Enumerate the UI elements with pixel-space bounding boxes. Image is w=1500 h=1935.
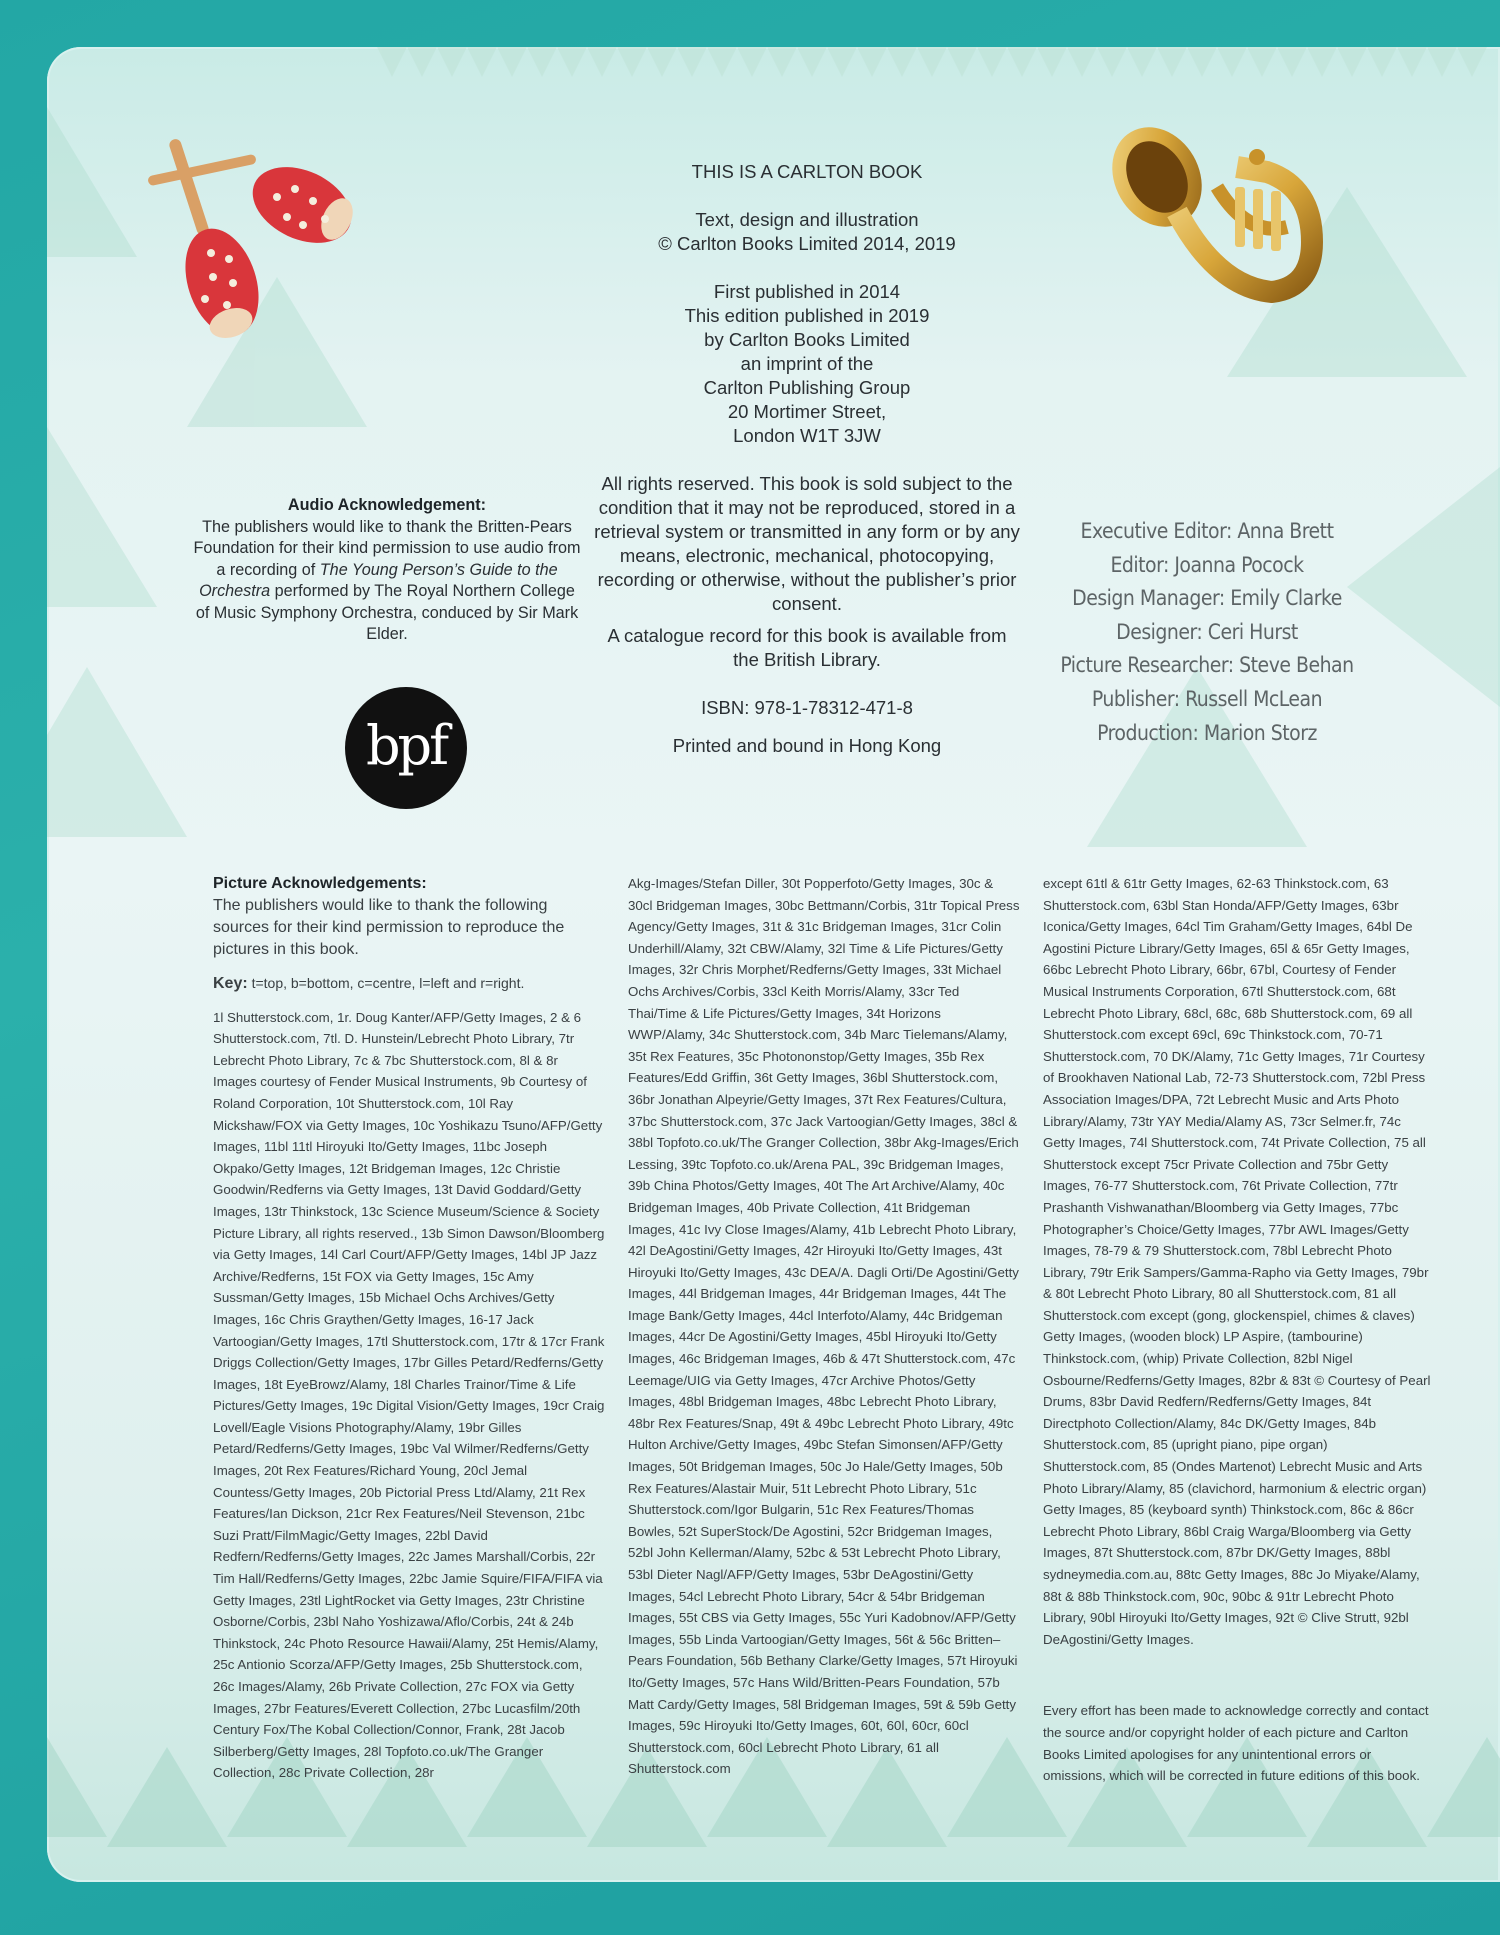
picture-credits-column-1 bbox=[213, 873, 605, 1784]
audio-work-title: The Young Person’s Guide to the Orchestra bbox=[199, 560, 558, 600]
publication-line: 20 Mortimer Street, bbox=[727, 401, 887, 422]
publication-line: Carlton Publishing Group bbox=[703, 377, 911, 398]
publication-line: an imprint of the bbox=[740, 353, 874, 374]
bpf-logo: bpf bbox=[345, 687, 467, 809]
audio-text-start: The publishers would like to thank the Britten-Pears Foundation for their kind permission to use audio from a recording of bbox=[193, 517, 581, 579]
credit-line: Editor: Joanna Pocock bbox=[1110, 552, 1304, 577]
key-text: t=top, b=bottom, c=centre, l=left and r=right. bbox=[247, 975, 525, 991]
maracas-image bbox=[127, 127, 357, 347]
picture-credits-text: Akg-Images/Stefan Diller, 30t Popperfoto/Getty Images, 30c & 30cl Bridgeman Images, 30bc Bettmann/Corbis, 31tr Topical Press Agency/Getty Images, 31t & 31c Bridgeman Images, 31cr Colin Underhill/Alamy, 32t CBW/Alamy, 32l Time & Life Pictures/Getty Images, 32r Chris Morphet/Redferns/Getty Images, 33t Michael Ochs Archives/Corbis, 33cl Keith Morris/Alamy, 33cr Ted Thai/Time & Life Pictures/Getty Images, 34t Horizons WWP/Alamy, 34c Shutterstock.com, 34b Marc Tielemans/Alamy, 35t Rex Features, 35c Photononstop/Getty Images, 35b Rex Features/Edd Griffin, 36t Getty Images, 36bl Shutterstock.com, 36br Jonathan Alpeyrie/Getty Images, 37t Rex Features/Cultura, 37bc Shutterstock.com, 37c Jack Vartoogian/Getty Images, 38cl & 38bl Topfoto.co.uk/The Granger Collection, 38br Akg-Images/Erich Lessing, 39tc Topfoto.co.uk/Arena PAL, 39c Bridgeman Images, 39b China Photos/Getty Images, 40t The Art Archive/Alamy, 40c Bridgeman Images, 40b Private Collection, 41t Bridgeman Images, 41c Ivy Close Images/Alamy, 41b Lebrecht Photo Library, 42l DeAgostini/Getty Images, 42r Hiroyuki Ito/Getty Images, 43t Hiroyuki Ito/Getty Images, 43c DEA/A. Dagli Orti/De Agostini/Getty Images, 44l Bridgeman Images, 44r Bridgeman Images, 44t The Image Bank/Getty Images, 44cl Interfoto/Alamy, 44c Bridgeman Images, 44cr De Agostini/Getty Images, 45bl Hiroyuki Ito/Getty Images, 46c Bridgeman Images, 46b & 47t Shutterstock.com, 47c Leemage/UIG via Getty Images, 47cr Archive Photos/Getty Images, 48bl Bridgeman Images, 48bc Lebrecht Photo Library, 48br Rex Features/Snap, 49t & 49bc Lebrecht Photo Library, 49tc Hulton Archive/Getty Images, 49bc Stefan Simonsen/AFP/Getty Images, 50t Bridgeman Images, 50c Jo Hale/Getty Images, 50b Rex Features/Alastair Muir, 51t Lebrecht Photo Library, 51c Shutterstock.com/Igor Bulgarin, 51c Rex Features/Thomas Bowles, 52t SuperStock/De Agostini, 52cr Bridgeman Images, 52bl John Kellerman/Alamy, 52bc & 53t Lebrecht Photo Library, 53bl Dieter Nagl/AFP/Getty Images, 53br DeAgostini/Getty Images, 54cl Lebrecht Photo Library, 54cr & 54br Bridgeman Images, 55t CBS via Getty Images, 55c Yuri Kadobnov/AFP/Getty Images, 55b Linda Vartoogian/Getty Images, 56t & 56c Britten–Pears Foundation, 56b Bethany Clarke/Getty Images, 57t Hiroyuki Ito/Getty Images, 57c Hans Wild/Britten-Pears Foundation, 57b Matt Cardy/Getty Images, 58l Bridgeman Images, 59t & 59b Getty Images, 59c Hiroyuki Ito/Getty Images, 60t, 60l, 60cr, 60cl Shutterstock.com, 60cl Lebrecht Photo Library, 61 all Shutterstock.com bbox=[628, 876, 1020, 1777]
key-legend bbox=[213, 973, 605, 995]
publication-line: This edition published in 2019 bbox=[684, 305, 930, 326]
picture-credits-column-3 bbox=[1043, 873, 1435, 1787]
credit-line: Picture Researcher: Steve Behan bbox=[1060, 653, 1354, 678]
credit-line: Executive Editor: Anna Brett bbox=[1080, 519, 1334, 543]
picture-credits-column-2 bbox=[628, 873, 1020, 1780]
catalogue-statement: A catalogue record for this book is available from the British Library. bbox=[607, 625, 1007, 670]
printed-statement: Printed and bound in Hong Kong bbox=[672, 735, 942, 756]
publication-line: by Carlton Books Limited bbox=[704, 329, 910, 350]
publication-line: First published in 2014 bbox=[713, 281, 901, 302]
picture-ack-intro: The publishers would like to thank the following sources for their kind permission to reproduce the pictures in this book. bbox=[213, 897, 565, 958]
rights-statement: All rights reserved. This book is sold subject to the condition that it may not be reproduced, stored in a retrieval system or transmitted in any form or by any means, electronic, mechanical, photocopying, recording or otherwise, without the publisher’s prior consent. bbox=[594, 473, 1020, 614]
audio-text-end: performed by The Royal Northern College of Music Symphony Orchestra, conduced by Sir Mark Elder. bbox=[195, 582, 579, 643]
credit-line: Design Manager: Emily Clarke bbox=[1072, 586, 1342, 611]
audio-heading: Audio Acknowledgement: bbox=[287, 496, 487, 514]
tuba-image bbox=[1097, 117, 1347, 317]
picture-ack-heading: Picture Acknowledgements: bbox=[213, 875, 427, 892]
isbn: ISBN: 978-1-78312-471-8 bbox=[701, 697, 913, 718]
acknowledgement-disclaimer: Every effort has been made to acknowledge correctly and contact the source and/or copyright holder of each picture and Carlton Books Limited apologises for any unintentional errors or omissions, which will be corrected in future editions of this book. bbox=[1043, 1703, 1429, 1784]
picture-credits-text: except 61tl & 61tr Getty Images, 62-63 Thinkstock.com, 63 Shutterstock.com, 63bl Stan Honda/AFP/Getty Images, 63br Iconica/Getty Images, 64cl Tim Graham/Getty Images, 64bl De Agostini Picture Library/Getty Images, 65l & 65r Getty Images, 66bc Lebrecht Photo Library, 66br, 67bl, Courtesy of Fender Musical Instruments Corporation, 67tl Shutterstock.com, 68t Lebrecht Photo Library, 68cl, 68c, 68b Shutterstock.com, 69 all Shutterstock.com except 69cl, 69c Thinkstock.com, 70-71 Shutterstock.com, 70 DK/Alamy, 71c Getty Images, 71r Courtesy of Brookhaven National Lab, 72-73 Shutterstock.com, 72bl Press Association Images/DPA, 72t Lebrecht Music and Arts Photo Library/Alamy, 73tr YAY Media/Alamy AS, 73cr Selmer.fr, 74c Getty Images, 74l Shutterstock.com, 74t Private Collection, 75 all Shutterstock except 75cr Private Collection and 75br Getty Images, 76-77 Shutterstock.com, 76t Private Collection, 77tr Prashanth Vishwanathan/Bloomberg via Getty Images, 77bc Photographer’s Choice/Getty Images, 77br AWL Images/Getty Images, 78-79 & 79 Shutterstock.com, 78bl Lebrecht Photo Library, 79tr Erik Sampers/Gamma-Rapho via Getty Images, 79br & 80t Lebrecht Photo Library, 80 all Shutterstock.com, 81 all Shutterstock.com except (gong, glockenspiel, chimes & claves) Getty Images, (wooden block) LP Aspire, (tambourine) Thinkstock.com, (whip) Private Collection, 82bl Nigel Osbourne/Redferns/Getty Images, 82br & 83t © Courtesy of Pearl Drums, 83br David Redfern/Redferns/Getty Images, 84t Directphoto Collection/Alamy, 84c DK/Getty Images, 84b Shutterstock.com, 85 (upright piano, pipe organ) Shutterstock.com, 85 (Ondes Martenot) Lebrecht Music and Arts Photo Library/Alamy, 85 (clavichord, harmonium & electric organ) Getty Images, 85 (keyboard synth) Thinkstock.com, 86c & 86cr Lebrecht Photo Library, 86bl Craig Warga/Bloomberg via Getty Images, 87t Shutterstock.com, 87br DK/Getty Images, 88bl sydneymedia.com.au, 88tc Getty Images, 88c Jo Miyake/Alamy, 88t & 88b Thinkstock.com, 90c, 90bc & 91tr Lebrecht Photo Library, 90bl Hiroyuki Ito/Getty Images, 92t © Clive Strutt, 92bl DeAgostini/Getty Images. bbox=[1043, 876, 1431, 1647]
editorial-credits bbox=[1032, 515, 1382, 750]
copyright-line-2: © Carlton Books Limited 2014, 2019 bbox=[658, 233, 956, 254]
credit-line: Designer: Ceri Hurst bbox=[1116, 619, 1298, 644]
credit-line: Production: Marion Storz bbox=[1097, 720, 1317, 745]
page bbox=[47, 47, 1500, 1882]
picture-credits-text: 1l Shutterstock.com, 1r. Doug Kanter/AFP/Getty Images, 2 & 6 Shutterstock.com, 7tl. D. Hunstein/Lebrecht Photo Library, 7tr Lebrecht Photo Library, 7c & 7bc Shutterstock.com, 8l & 8r Images courtesy of Fender Musical Instruments, 9b Courtesy of Roland Corporation, 10t Shutterstock.com, 10l Ray Mickshaw/FOX via Getty Images, 10c Yoshikazu Tsuno/AFP/Getty Images, 11bl 11tl Hiroyuki Ito/Getty Images, 11bc Joseph Okpako/Getty Images, 12t Bridgeman Images, 12c Christie Goodwin/Redferns via Getty Images, 13t David Goddard/Getty Images, 13tr Thinkstock, 13c Science Museum/Science & Society Picture Library, all rights reserved., 13b Simon Dawson/Bloomberg via Getty Images, 14l Carl Court/AFP/Getty Images, 14bl JP Jazz Archive/Redferns, 15t FOX via Getty Images, 15c Amy Sussman/Getty Images, 15b Michael Ochs Archives/Getty Images, 16c Chris Graythen/Getty Images, 16-17 Jack Vartoogian/Getty Images, 17tl Shutterstock.com, 17tr & 17cr Frank Driggs Collection/Getty Images, 17br Gilles Petard/Redferns/Getty Images, 18t EyeBrowz/Alamy, 18l Charles Trainor/Time & Life Pictures/Getty Images, 19c Digital Vision/Getty Images, 19cr Craig Lovell/Eagle Visions Photography/Alamy, 19br Gilles Petard/Redferns/Getty Images, 19bc Val Wilmer/Redferns/Getty Images, 20t Rex Features/Richard Young, 20cl Jemal Countess/Getty Images, 20b Pictorial Press Ltd/Alamy, 21t Rex Features/Ian Dickson, 21cr Rex Features/Neil Stevenson, 21bc Suzi Pratt/FilmMagic/Getty Images, 22bl David Redfern/Redferns/Getty Images, 22c James Marshall/Corbis, 22r Tim Hall/Redferns/Getty Images, 22bc Jamie Squire/FIFA/FIFA via Getty Images, 23tl LightRocket via Getty Images, 23tr Christine Osborne/Corbis, 23bl Naho Yoshizawa/Aflo/Corbis, 24t & 24b Thinkstock, 24c Photo Resource Hawaii/Alamy, 25t Hemis/Alamy, 25c Antionio Scorza/AFP/Getty Images, 25b Shutterstock.com, 26c Images/Alamy, 26b Private Collection, 27c FOX via Getty Images, 27br Features/Everett Collection, 27bc Lucasfilm/20th Century Fox/The Kobal Collection/Connor, Frank, 28t Jacob Silberberg/Getty Images, 28l Topfoto.co.uk/The Granger Collection, 28c Private Collection, 28r bbox=[213, 1009, 605, 1781]
audio-text bbox=[192, 517, 582, 646]
audio-acknowledgement bbox=[192, 495, 582, 646]
publication-line: London W1T 3JW bbox=[733, 425, 881, 446]
credit-line: Publisher: Russell McLean bbox=[1091, 686, 1323, 711]
copyright-line-1: Text, design and illustration bbox=[695, 209, 919, 230]
imprint-title: THIS IS A CARLTON BOOK bbox=[691, 161, 923, 182]
key-label: Key: bbox=[213, 975, 248, 992]
imprint-block bbox=[567, 160, 1047, 782]
